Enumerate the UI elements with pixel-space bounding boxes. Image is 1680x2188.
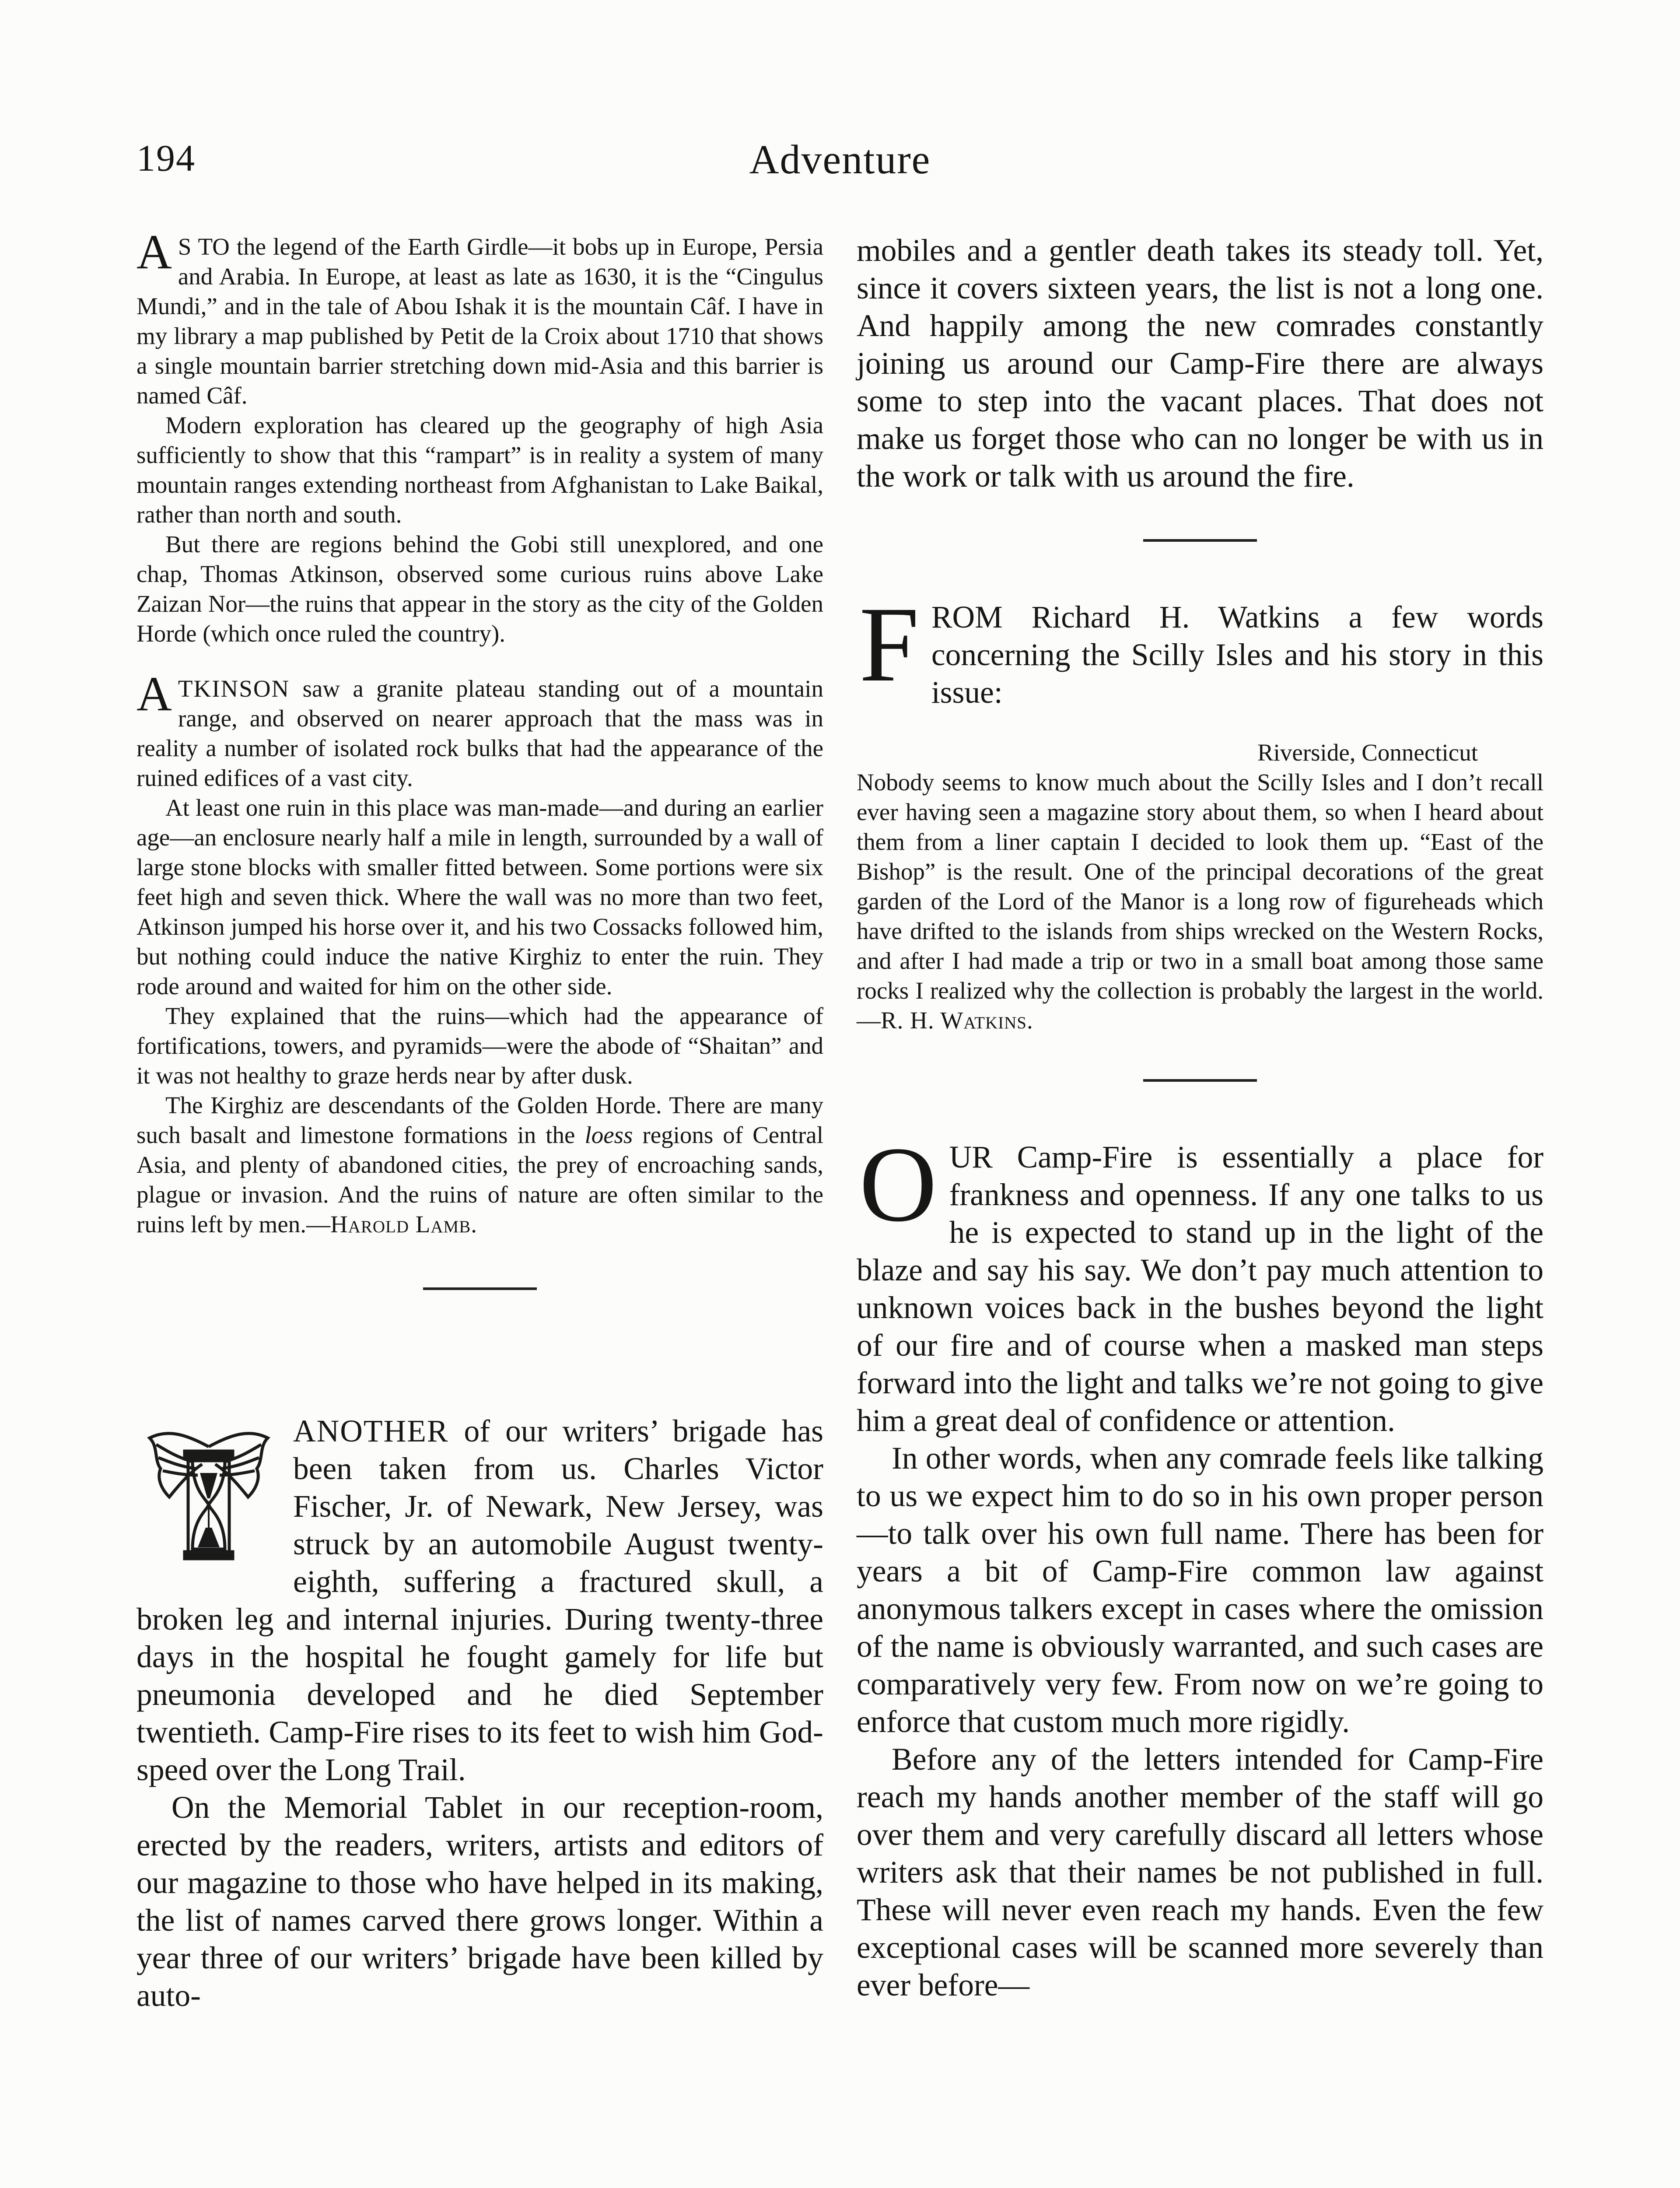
- paragraph-text: S TO the legend of the Earth Girdle—it bobs up in Europe, Persia and Arabia. In Europe, at least as late as 1630, it is the “Cingulus Mundi,” and in the tale of Abou Ishak it is the mountain Câf. I have in my library a map published by Petit de la Croix about 1710 that shows a single mountain barrier stretching down mid-Asia and this barrier is named Câf.: [136, 233, 823, 409]
- paragraph: But there are regions behind the Gobi still unexplored, and one chap, Thomas Atkinson, observed some curious ruins above Lake Zaizan Nor—the ruins that appear in the story as the city of the Golden Horde (which once ruled the country).: [136, 531, 823, 647]
- running-head: Adventure: [749, 137, 931, 182]
- paragraph-text: regions of Central Asia, and plenty of abandoned cities, the prey of encroaching sands, plague or invasion. And the ruins of nature are often similar to the ruins left by men.—: [136, 1122, 823, 1238]
- winged-hourglass-icon: [136, 1420, 281, 1574]
- paragraph-text: of our writers’ brigade has been taken from us. Charles Victor Fischer, Jr. of Newark, New Jersey, was struck by an automobile August twenty-eighth, suffering a fractured skull, a broken leg and internal injuries. During twenty-three days in the hospital he fought gamely for life but pneumonia developed and he died September twentieth. Camp-Fire rises to its feet to wish him God-speed over the Long Trail.: [136, 1414, 823, 1787]
- paragraph-text: saw a granite plateau standing out of a mountain range, and observed on nearer approach that the mass was in reality a number of isolated rock bulks that had the appearance of the ruined edifices of a vast city.: [136, 675, 823, 791]
- letter-body: [857, 768, 1544, 1035]
- paragraph: On the Memorial Tablet in our reception-room, erected by the readers, writers, artists and editors of our magazine to those who have helped in its making, the list of names carved there grows longer. Within a year three of our writers’ brigade have been killed by auto-: [136, 1790, 823, 2013]
- camp-fire-section: [857, 1125, 1544, 2004]
- initial-letter: A: [136, 225, 172, 279]
- paragraph-text: UR Camp-Fire is essentially a place for frankness and openness. If any one talks to us he is expected to stand up in the light of the blaze and say his say. We don’t pay much attention to unknown voices back in the bushes beyond the light of our fire and of course when a masked man steps forward into the light and talks we’re not going to give him a great deal of confidence or attention.: [857, 1140, 1544, 1438]
- paragraph: In other words, when any comrade feels like talking to us we expect him to do so in his own proper person—to talk over his own full name. There has been for years a bit of Camp-Fire common law against anonymous talkers except in cases where the omission of the name is obviously warranted, and such cases are comparatively very few. From now on we’re going to enforce that custom much more rigidly.: [857, 1441, 1544, 1739]
- atkinson-section: [136, 667, 823, 1239]
- page-number: 194: [136, 137, 196, 179]
- drop-cap: F: [859, 585, 919, 704]
- paragraph-text: Nobody seems to know much about the Scilly Isles and I don’t recall ever having seen a magazine story about them, so when I heard about them from a liner captain I decided to look them up. “East of the Bishop” is the result. One of the principal decorations of the great garden of the Lord of the Manor is a long row of figureheads which have drifted to the islands from ships wrecked on the Western Rocks, and after I had made a trip or two in a small boat among those same rocks I realized why the collection is probably the largest in the world.—: [857, 769, 1544, 1034]
- right-column: [857, 232, 1544, 2004]
- emphasis: loess: [584, 1122, 633, 1148]
- lead-word: TKINSON: [178, 675, 290, 702]
- paragraph: [857, 585, 1544, 712]
- watkins-section: [857, 585, 1544, 1035]
- left-column: [136, 225, 823, 2015]
- winged-hourglass-icon: [136, 1420, 281, 1574]
- paragraph: [136, 225, 823, 410]
- memorial-section: [136, 1413, 823, 2015]
- paragraph: At least one ruin in this place was man-made—and during an earlier age—an enclosure nearly half a mile in length, surrounded by a wall of large stone blocks with smaller fitted between. Some portions were six feet high and seven thick. Where the wall was no more than two feet, Atkinson jumped his horse over it, and his two Cossacks followed him, but nothing could induce the native Kirghiz to enter the ruin. They rode around and waited for him on the other side.: [136, 794, 823, 999]
- drop-cap: O: [859, 1125, 937, 1244]
- author-signature: Harold Lamb.: [330, 1211, 477, 1238]
- paragraph: [136, 667, 823, 793]
- paragraph: They explained that the ruins—which had the appearance of fortifications, towers, and pyramids—were the abode of “Shaitan” and it was not healthy to graze herds near by after dusk.: [136, 1003, 823, 1089]
- paragraph: mobiles and a gentler death takes its steady toll. Yet, since it covers sixteen years, the list is not a long one. And happily among the new comrades constantly joining us around our Camp-Fire there are always some to step into the vacant places. That does not make us forget those who can no longer be with us in the work or talk with us around the fire.: [857, 233, 1544, 494]
- paragraph: Before any of the letters intended for Camp-Fire reach my hands another member of the staff will go over them and very carefully discard all letters whose writers ask that their names be not published in full. These will never even reach my hands. Even the few exceptional cases will be scanned more severely than ever before—: [857, 1742, 1544, 2002]
- letter-dateline: Riverside, Connecticut: [1257, 739, 1478, 766]
- paragraph-text: The Kirghiz are descendants of the Golden Horde. There are many such basalt and limestone formations in the: [136, 1092, 823, 1148]
- paragraph-text: ROM Richard H. Watkins a few words concerning the Scilly Isles and his story in this issue:: [931, 600, 1544, 710]
- author-signature: R. H. Watkins.: [881, 1007, 1033, 1034]
- earth-girdle-section: [136, 225, 823, 649]
- memorial-continued: [857, 232, 1544, 495]
- paragraph: [857, 1125, 1544, 1440]
- paragraph: Modern exploration has cleared up the geography of high Asia sufficiently to show that this “rampart” is in reality a system of many mountain ranges extending northeast from Afghanistan to Lake Baikal, rather than north and south.: [136, 412, 823, 528]
- paragraph: [136, 1090, 823, 1239]
- initial-letter: A: [136, 667, 172, 721]
- lead-word: ANOTHER: [293, 1414, 449, 1448]
